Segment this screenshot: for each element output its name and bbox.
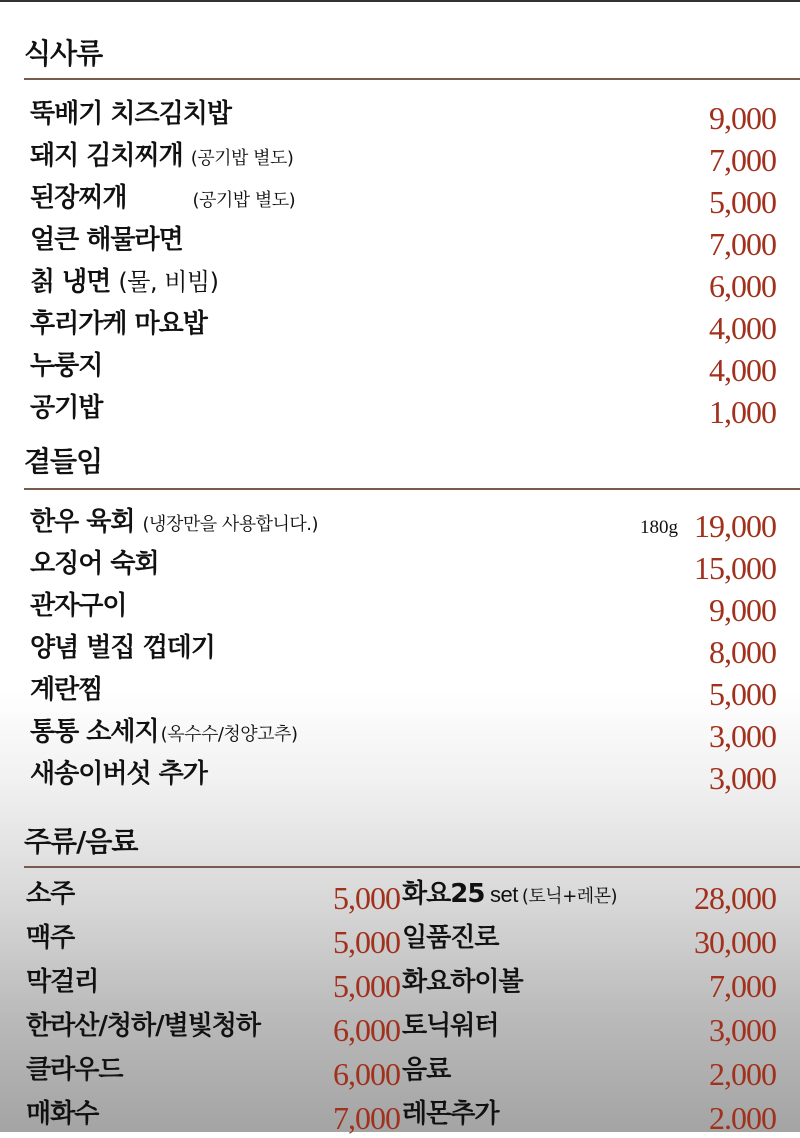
item-price: 15,000 bbox=[694, 550, 776, 586]
drink-name: 음료 bbox=[402, 1055, 451, 1085]
item-name: 된장찌개 bbox=[30, 183, 127, 213]
menu-item bbox=[24, 712, 776, 754]
item-note: (공기밥 별도) bbox=[192, 190, 296, 211]
item-name: 양념 벌집 껍데기 bbox=[30, 633, 215, 663]
item-price: 19,000 bbox=[694, 508, 776, 544]
item-note: (공기밥 별도) bbox=[190, 148, 294, 169]
item-name: 통통 소세지 bbox=[30, 717, 159, 747]
item-price: 9,000 bbox=[709, 592, 776, 628]
menu-item bbox=[24, 346, 776, 388]
drink-item bbox=[400, 918, 776, 962]
drink-item bbox=[24, 962, 400, 1006]
menu-item bbox=[24, 544, 776, 586]
item-note: (물, 비빔) bbox=[118, 268, 219, 296]
menu-item bbox=[24, 628, 776, 670]
drink-item bbox=[24, 874, 400, 918]
drink-item bbox=[400, 1050, 776, 1094]
item-price: 7,000 bbox=[709, 142, 776, 178]
drink-name-en: set bbox=[484, 882, 518, 907]
item-price: 3,000 bbox=[709, 718, 776, 754]
drink-price: 2.000 bbox=[709, 1100, 776, 1136]
drink-price: 2,000 bbox=[709, 1056, 776, 1092]
drink-name: 막걸리 bbox=[26, 967, 99, 997]
item-name: 칡 냉면 bbox=[30, 267, 111, 297]
item-name: 계란찜 bbox=[30, 675, 103, 705]
sides-title: 곁들임 bbox=[24, 445, 103, 478]
item-name: 공기밥 bbox=[30, 393, 103, 423]
drink-name: 매화수 bbox=[26, 1099, 99, 1129]
item-name: 누룽지 bbox=[30, 351, 103, 381]
drink-name: 화요하이볼 bbox=[402, 967, 523, 997]
drink-price: 6,000 bbox=[333, 1012, 400, 1048]
drinks-divider bbox=[24, 866, 800, 868]
item-price: 5,000 bbox=[709, 676, 776, 712]
item-name: 관자구이 bbox=[30, 591, 127, 621]
drink-price: 3,000 bbox=[709, 1012, 776, 1048]
drink-name: 클라우드 bbox=[26, 1055, 123, 1085]
meals-divider bbox=[24, 78, 800, 80]
item-price: 6,000 bbox=[709, 268, 776, 304]
drink-price: 7,000 bbox=[333, 1100, 400, 1136]
drink-name: 한라산/청하/별빛청하 bbox=[26, 1011, 261, 1041]
drink-item bbox=[24, 1006, 400, 1050]
drink-price: 30,000 bbox=[694, 924, 776, 960]
drinks-section bbox=[24, 822, 800, 1136]
menu-item bbox=[24, 178, 776, 220]
item-price: 4,000 bbox=[709, 310, 776, 346]
drink-price: 5,000 bbox=[333, 924, 400, 960]
drink-item bbox=[24, 918, 400, 962]
item-name: 뚝배기 치즈김치밥 bbox=[30, 99, 231, 129]
drink-item bbox=[400, 962, 776, 1006]
menu-item bbox=[24, 136, 776, 178]
menu-item bbox=[24, 388, 776, 430]
drink-price: 28,000 bbox=[694, 880, 776, 916]
item-note: (옥수수/청양고추) bbox=[160, 724, 298, 745]
item-name: 얼큰 해물라면 bbox=[30, 225, 183, 255]
item-name: 돼지 김치찌개 bbox=[30, 141, 183, 171]
top-border bbox=[0, 0, 800, 2]
item-price: 9,000 bbox=[709, 100, 776, 136]
item-price: 5,000 bbox=[709, 184, 776, 220]
item-price: 8,000 bbox=[709, 634, 776, 670]
item-price: 7,000 bbox=[709, 226, 776, 262]
item-price: 4,000 bbox=[709, 352, 776, 388]
drink-name: 일품진로 bbox=[402, 923, 499, 953]
drink-item bbox=[24, 1094, 400, 1138]
sides-divider bbox=[24, 488, 800, 490]
drink-name: 맥주 bbox=[26, 923, 75, 953]
drink-note: (토닉+레몬) bbox=[521, 886, 618, 907]
item-weight: 180g bbox=[640, 517, 678, 538]
item-price: 3,000 bbox=[709, 760, 776, 796]
drink-item bbox=[400, 1094, 776, 1138]
menu-item bbox=[24, 502, 776, 544]
meals-section bbox=[24, 34, 800, 430]
drink-name: 레몬추가 bbox=[402, 1099, 499, 1129]
item-name: 후리가케 마요밥 bbox=[30, 309, 207, 339]
drink-name: 소주 bbox=[26, 879, 75, 909]
drinks-title: 주류/음료 bbox=[24, 825, 138, 858]
item-name: 한우 육회 bbox=[30, 507, 135, 537]
menu-item bbox=[24, 94, 776, 136]
sides-section bbox=[24, 442, 800, 796]
item-name: 새송이버섯 추가 bbox=[30, 759, 207, 789]
drink-name: 토닉워터 bbox=[402, 1011, 499, 1041]
menu-item bbox=[24, 262, 776, 304]
drink-price: 5,000 bbox=[333, 968, 400, 1004]
meals-title: 식사류 bbox=[24, 37, 103, 70]
menu-item bbox=[24, 220, 776, 262]
item-price: 1,000 bbox=[709, 394, 776, 430]
menu-item bbox=[24, 754, 776, 796]
drink-price: 5,000 bbox=[333, 880, 400, 916]
drink-item bbox=[400, 874, 776, 918]
item-note: (냉장만을 사용합니다.) bbox=[142, 514, 319, 535]
drink-price: 6,000 bbox=[333, 1056, 400, 1092]
item-name: 오징어 숙회 bbox=[30, 549, 159, 579]
menu-item bbox=[24, 304, 776, 346]
drink-item bbox=[400, 1006, 776, 1050]
menu-item bbox=[24, 586, 776, 628]
menu-item bbox=[24, 670, 776, 712]
drink-name: 화요25 bbox=[402, 879, 485, 909]
drink-price: 7,000 bbox=[709, 968, 776, 1004]
drink-item bbox=[24, 1050, 400, 1094]
